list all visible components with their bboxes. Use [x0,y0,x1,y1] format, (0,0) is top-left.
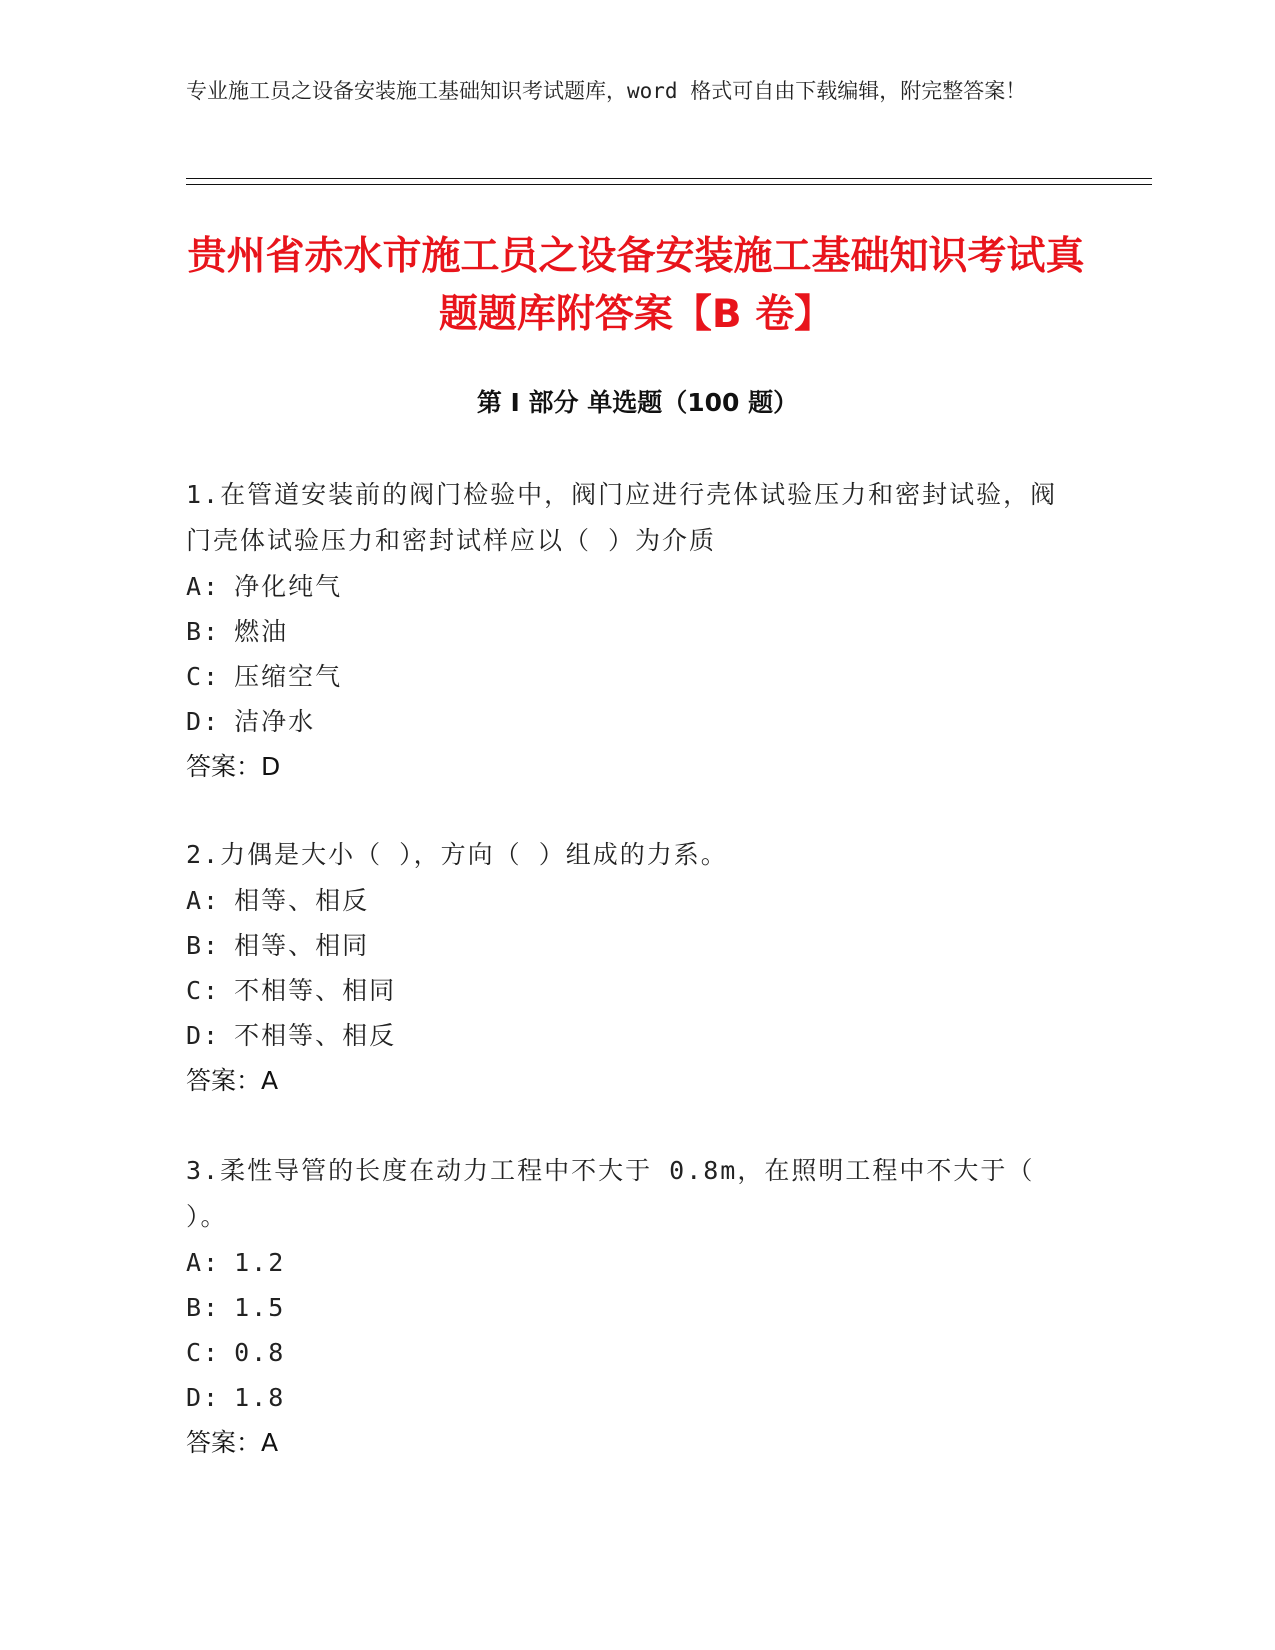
question-stem: 2.力偶是大小（ ），方向（ ）组成的力系。 [186,840,728,869]
option-key: B: [186,1293,221,1322]
question-2 [186,832,1066,1104]
option-c [186,968,1066,1013]
answer-line: 答案：D [186,752,281,781]
option-text: 燃油 [234,617,289,646]
document-title: 贵州省赤水市施工员之设备安装施工基础知识考试真题题库附答案【B 卷】 [187,234,1085,337]
option-text: 1.5 [234,1293,286,1322]
option-b [186,1285,1066,1330]
option-key: A: [186,1248,221,1277]
question-stem: 1.在管道安装前的阀门检验中，阀门应进行壳体试验压力和密封试验，阀门壳体试验压力和密封试样应以（ ）为介质 [186,480,1058,555]
answer-line: 答案：A [186,1066,279,1095]
option-text: 1.8 [234,1383,286,1412]
header-rule-top [186,178,1152,179]
option-text: 压缩空气 [234,662,343,691]
option-key: A: [186,886,221,915]
option-text: 净化纯气 [234,572,343,601]
option-c [186,1330,1066,1375]
option-key: C: [186,976,221,1005]
option-key: C: [186,662,221,691]
option-a [186,564,1066,609]
option-d [186,699,1066,744]
section-heading: 第 I 部分 单选题（100 题） [476,388,799,417]
header-rule-bottom [186,184,1152,185]
option-text: 相等、相同 [234,931,370,960]
option-a [186,1240,1066,1285]
answer-line: 答案：A [186,1428,279,1457]
option-d [186,1375,1066,1420]
question-stem: 3.柔性导管的长度在动力工程中不大于 0.8m，在照明工程中不大于（ ）。 [186,1156,1035,1231]
option-b [186,923,1066,968]
option-text: 相等、相反 [234,886,370,915]
option-key: D: [186,1021,221,1050]
option-key: D: [186,707,221,736]
option-key: B: [186,617,221,646]
option-key: A: [186,572,221,601]
option-text: 不相等、相同 [234,976,397,1005]
option-key: B: [186,931,221,960]
option-c [186,654,1066,699]
option-text: 1.2 [234,1248,286,1277]
option-text: 不相等、相反 [234,1021,397,1050]
option-a [186,878,1066,923]
option-key: D: [186,1383,221,1412]
option-key: C: [186,1338,221,1367]
option-text: 洁净水 [234,707,316,736]
option-d [186,1013,1066,1058]
question-3 [186,1148,1066,1466]
header-note: 专业施工员之设备安装施工基础知识考试题库，word 格式可自由下载编辑，附完整答案！ [186,79,1027,103]
option-text: 0.8 [234,1338,286,1367]
question-1 [186,472,1066,790]
option-b [186,609,1066,654]
